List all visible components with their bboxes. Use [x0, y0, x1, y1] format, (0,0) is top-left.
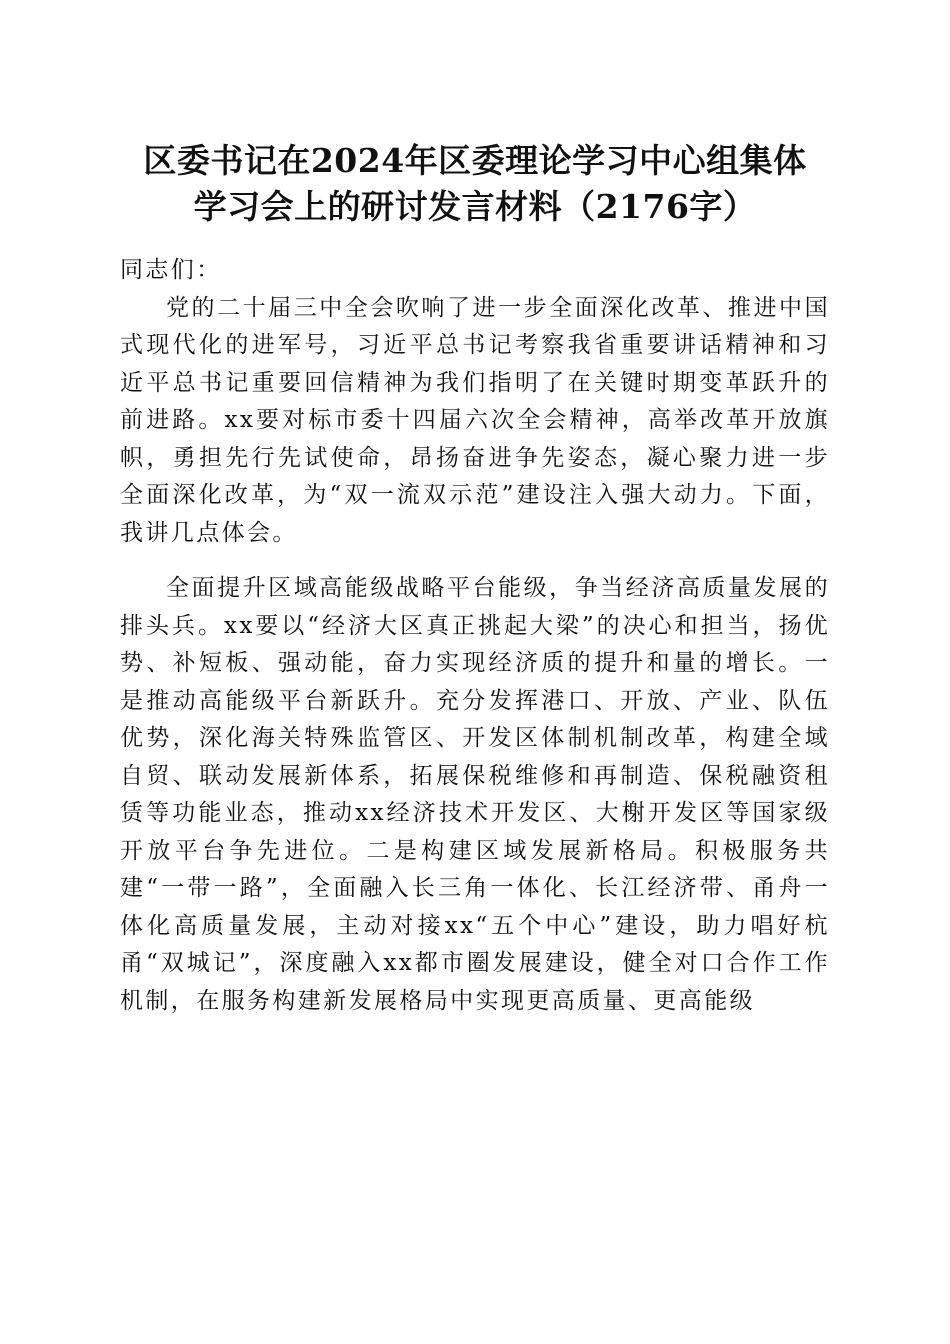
document-body: [120, 252, 830, 1020]
paragraph-platform: 全面提升区域高能级战略平台能级，争当经济高质量发展的排头兵。xx要以“经济大区真正挑起大梁”的决心和担当，扬优势、补短板、强动能，奋力实现经济质的提升和量的增长。一是推动高能级平台新跃升。充分发挥港口、开放、产业、队伍优势，深化海关特殊监管区、开发区体制机制改革，构建全域自贸、联动发展新体系，拓展保税维修和再制造、保税融资租赁等功能业态，推动xx经济技术开发区、大榭开发区等国家级开放平台争先进位。二是构建区域发展新格局。积极服务共建“一带一路”，全面融入长三角一体化、长江经济带、甬舟一体化高质量发展，主动对接xx“五个中心”建设，助力唱好杭甬“双城记”，深度融入xx都市圈发展建设，健全对口合作工作机制，在服务构建新发展格局中实现更高质量、更高能级: [120, 575, 830, 1014]
title-line-1: 区委书记在2024年区委理论学习中心组集体: [143, 141, 807, 180]
paragraph-intro: 党的二十届三中全会吹响了进一步全面深化改革、推进中国式现代化的进军号，习近平总书记考察我省重要讲话精神和习近平总书记重要回信精神为我们指明了在关键时期变革跃升的前进路。xx要对标市委十四届六次全会精神，高举改革开放旗帜，勇担先行先试使命，昂扬奋进争先姿态，凝心聚力进一步全面深化改革，为“双一流双示范”建设注入强大动力。下面，我讲几点体会。: [120, 294, 830, 546]
title-line-2: 学习会上的研讨发言材料（2176字）: [193, 187, 757, 226]
salutation: 同志们：: [120, 257, 222, 283]
document-title: [60, 138, 890, 230]
